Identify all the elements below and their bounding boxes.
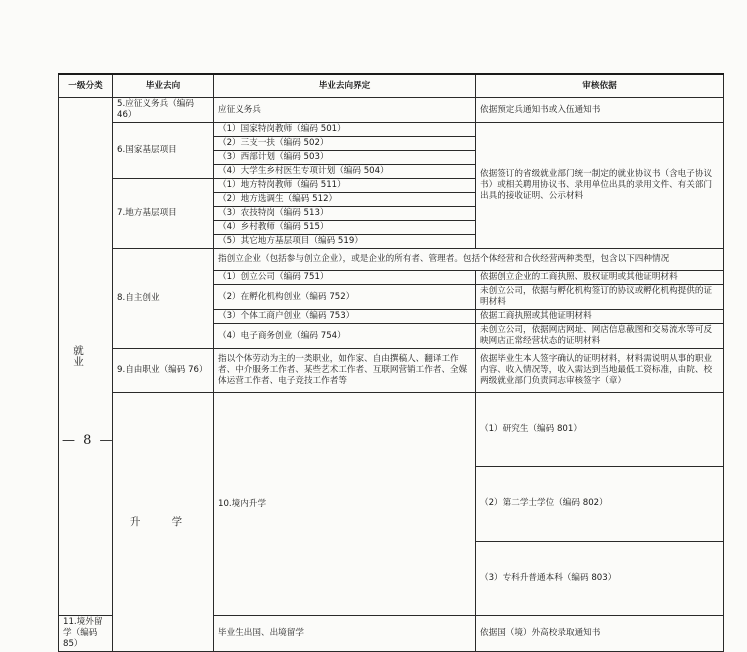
basis-cell: 依据工商执照或其他证明材料 [476, 310, 724, 324]
table-row [59, 393, 724, 467]
definition-cell: （4）大学生乡村医生专项计划（编码 504） [214, 165, 476, 179]
definition-cell: 应征义务兵 [214, 98, 476, 123]
definition-cell: （1）国家特岗教师（编码 501） [214, 123, 476, 137]
header-definition: 毕业去向界定 [214, 74, 476, 98]
destination-cell: 9.自由职业（编码 76） [113, 349, 214, 393]
definition-cell: （4）电子商务创业（编码 754） [214, 324, 476, 349]
graduate-destination-table [58, 73, 724, 652]
header-basis: 审核依据 [476, 74, 724, 98]
basis-cell: 未创立公司，依据网店网址、网店信息截图和交易流水等可反映网店正常经营状态的证明材料 [476, 324, 724, 349]
definition-cell: （3）农技特岗（编码 513） [214, 207, 476, 221]
definition-cell: （5）其它地方基层项目（编码 519） [214, 235, 476, 249]
basis-cell: 依据国（境）外高校录取通知书 [476, 616, 724, 652]
destination-cell: 7.地方基层项目 [113, 179, 214, 249]
definition-cell: （3）专科升普通本科（编码 803） [476, 541, 724, 615]
table-row [59, 349, 724, 393]
destination-cell: 6.国家基层项目 [113, 123, 214, 179]
category-employment: 就 业 [59, 98, 113, 616]
basis-cell: 依据签订的省级就业部门统一制定的就业协议书（含电子协议书）或相关聘用协议书、录用单位出具的录用文件、有关部门出具的接收证明、公示材料 [476, 123, 724, 249]
page-number: — 8 — [62, 433, 115, 448]
definition-cell: （3）西部计划（编码 503） [214, 151, 476, 165]
basis-cell: 依据毕业生本人签字确认的证明材料，材料需说明从事的职业内容、收入情况等，收入需达到当地最低工资标准，由院、校两级就业部门负责同志审核签字（章） [476, 349, 724, 393]
table-row [59, 249, 724, 271]
definition-cell: （1）研究生（编码 801） [476, 393, 724, 467]
table-header-row [59, 74, 724, 98]
basis-cell: 未创立公司，依据与孵化机构签订的协议或孵化机构提供的证明材料 [476, 285, 724, 310]
table-row [59, 123, 724, 137]
basis-cell: 依据创立企业的工商执照、股权证明或其他证明材料 [476, 271, 724, 285]
definition-cell: （2）在孵化机构创业（编码 752） [214, 285, 476, 310]
definition-cell: （1）地方特岗教师（编码 511） [214, 179, 476, 193]
header-category: 一级分类 [59, 74, 113, 98]
table-row [59, 98, 724, 123]
definition-cell: 毕业生出国、出境留学 [214, 616, 476, 652]
definition-cell: （4）乡村教师（编码 515） [214, 221, 476, 235]
definition-cell: 指以个体劳动为主的一类职业，如作家、自由撰稿人、翻译工作者、中介服务工作者、某些艺术工作者、互联网营销工作者、全媒体运营工作者、电子竞技工作者等 [214, 349, 476, 393]
basis-cell: 依据预定兵通知书或入伍通知书 [476, 98, 724, 123]
definition-cell: （2）第二学士学位（编码 802） [476, 467, 724, 541]
destination-cell: 5.应征义务兵（编码 46） [113, 98, 214, 123]
destination-cell: 10.境内升学 [214, 393, 476, 616]
definition-intro: 指创立企业（包括参与创立企业），或是企业的所有者、管理者。包括个体经营和合伙经营两种类型，包含以下四种情况 [214, 249, 724, 271]
destination-cell: 11.境外留学（编码 85） [59, 616, 113, 652]
destination-cell: 8.自主创业 [113, 249, 214, 349]
definition-cell: （2）地方选调生（编码 512） [214, 193, 476, 207]
category-further-study: 升 学 [113, 393, 214, 652]
header-destination: 毕业去向 [113, 74, 214, 98]
definition-cell: （3）个体工商户创业（编码 753） [214, 310, 476, 324]
definition-cell: （2）三支一扶（编码 502） [214, 137, 476, 151]
definition-cell: （1）创立公司（编码 751） [214, 271, 476, 285]
